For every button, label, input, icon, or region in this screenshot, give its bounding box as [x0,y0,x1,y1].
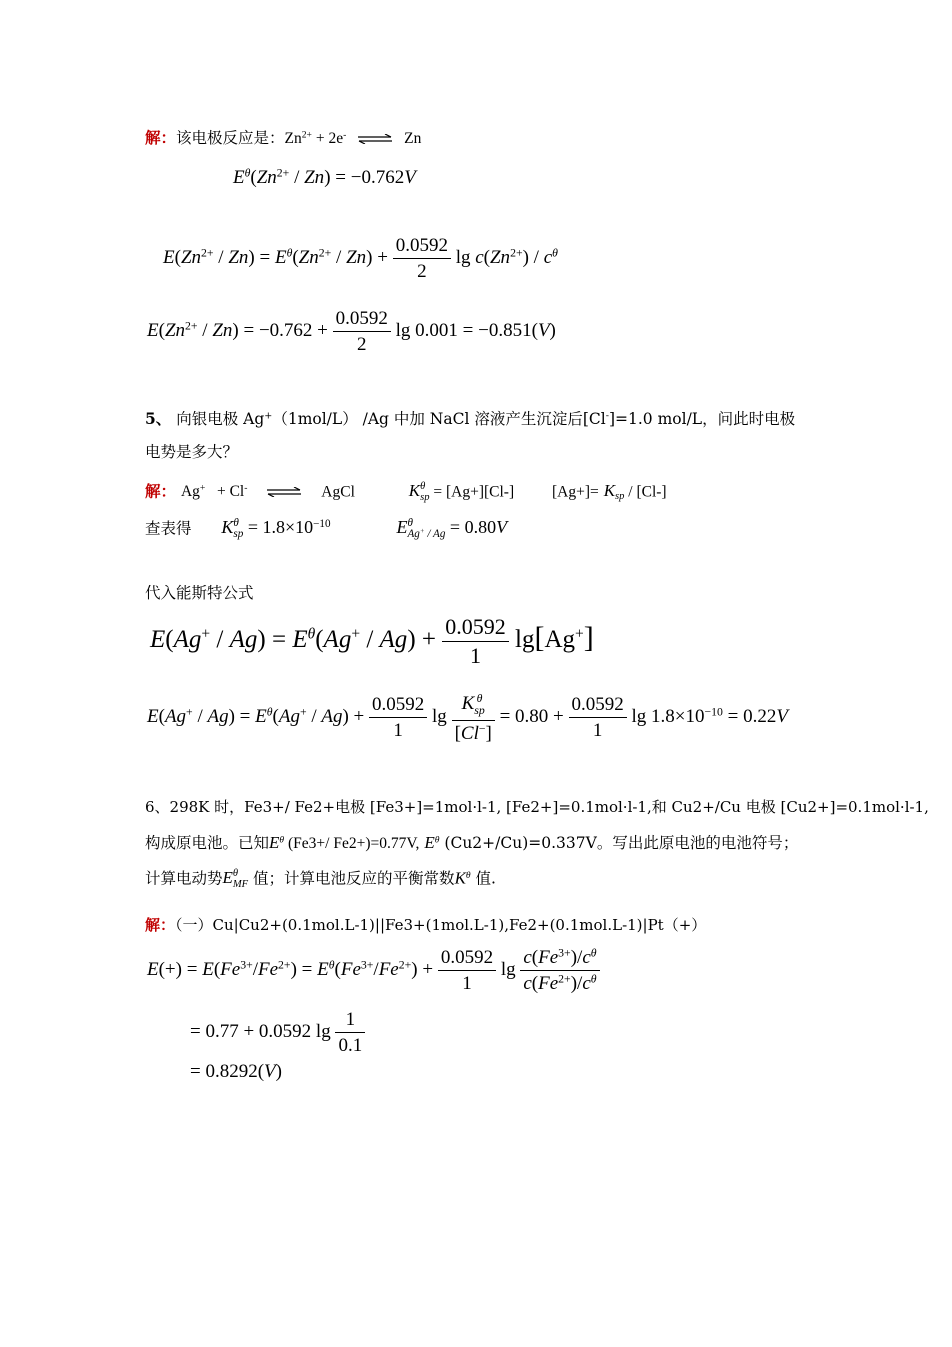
calc-result: lg 0.001 = −0.851( [395,319,538,341]
q6-step1-fraction: $\frac{1}{0.1}$ [335,1010,365,1055]
q6-result: = 0.8292( [190,1061,265,1082]
ex4-solution-line [145,130,421,147]
reaction-right: Zn [404,130,422,147]
ex4-std-potential: $E^\theta(Zn^{2+} / Zn) = -0.762V$ [233,166,416,188]
reaction-intro: 该电极反应是： [176,129,285,147]
solution-label: 解： [145,128,177,147]
q5-solution-line: 解： Ag+ + Cl- AgCl K θ sp = [Ag+][Cl-] $[Ag+]= K_{sp} / [Cl-]$ [145,481,667,503]
q6-solution-line [145,918,706,933]
q5-question-line1: 5、 向银电极 Ag+（1mol/L） /Ag 中加 NaCl 溶液产生沉淀后[Cl-]=1.0 mol/L，问此时电极 [145,409,796,428]
ag-expression: [Ag+]= [552,483,599,501]
final-result: = 0.22 [722,706,777,728]
solution-label: 解： [145,916,176,934]
nernst-big-fraction: $\frac{0.0592}{1}$ [442,616,509,667]
ksp-value: = 1.8×10 [243,517,314,538]
lookup-label: 查表得 [145,519,192,538]
q5-final-calc: $E(Ag^+ / Ag) = E^\theta(Ag^+ / Ag)$ + $\frac{0.0592}{1}$ lg K θ sp [Cl−] = 0.80 + $\frac{0.0592}{1}$ $\lg 1.8\times 10^{-10} = 0.22V$ [147,692,788,744]
q6-question-line1: 6、298K 时，Fe3+/ Fe2+电极 [Fe3+]=1mol·l-1, [Fe2+]=0.1mol·l-1,和 Cu2+/Cu 电极 [Cu2+]=0.1mol·l-1, [145,798,929,816]
reaction-electrons: + 2e [311,130,344,147]
q6-question-line2: 构成原电池。已知$E^\theta$ (Fe3+/ Fe2+)=0.77V, $E^\theta$ (Cu2+/Cu)=0.337V。写出此原电池的电池符号； [145,833,799,852]
calc-start: −0.762 + [258,319,328,341]
ex4-nernst-equation: $E(Zn^{2+} / Zn) = E^\theta(Zn^{2+} / Zn)$ + $\frac{0.0592}{2}$ $\lg c(Zn^{2+}) / c^\theta$ [163,235,558,282]
std-potential-value: −0.762 [350,167,405,188]
q5-nernst-big: $E(Ag^+ / Ag) = E^\theta(Ag^+ / Ag)$ + $\frac{0.0592}{1}$ lg[Ag+] [150,614,594,668]
equilibrium-arrows-icon [266,487,302,497]
electron-charge: - [343,129,347,141]
ksp-expression: = [Ag+][Cl-] [429,483,515,501]
e0-value: = 0.80 [445,517,497,538]
q5-lookup-line: 查表得 K θ sp = $1.8\times 10^{-10}$ E θ Ag+ / Ag = 0.80V [145,517,508,541]
calc-fraction: $\frac{0.0592}{2}$ [333,309,391,354]
q5-question-line2: 电势是多大？ [145,443,239,461]
reaction-left-charge: 2+ [301,129,312,141]
q6-coef-fraction: $\frac{0.0592}{1}$ [438,948,496,993]
nernst-label: 代入能斯特公式 [145,584,254,602]
q6-step2: = 0.8292(V) [190,1061,282,1082]
equilibrium-arrows-icon [357,134,393,144]
nernst-fraction: $\frac{0.0592}{2}$ [393,236,451,281]
q6-step1: = 0.77 + 0.0592 lg $\frac{1}{0.1}$ [190,1010,365,1055]
ksp-cl-fraction: K θ sp [Cl−] [452,693,495,743]
q6-conc-fraction: $\frac{c(Fe^{3+})/c^\theta}{c(Fe^{2+})/c^\theta}$ [520,948,599,993]
q6-question-line3: 计算电动势E θ MF 值；计算电池反应的平衡常数$K^\theta$ 值. [145,868,496,890]
reaction-left: Zn [284,130,302,147]
final-coef-fraction-2: $\frac{0.0592}{1}$ [569,695,627,740]
final-coef-fraction: $\frac{0.0592}{1}$ [369,695,427,740]
solution-label: 解： [145,481,177,501]
q6-nernst-equation: $E(+) = E(Fe^{3+}/Fe^{2+}) = E^\theta(Fe^{3+}/Fe^{2+})$ + $\frac{0.0592}{1}$ lg $\frac{c(Fe^{3+})/c^\theta}{c(Fe^{2+})/c^\theta}$ [147,948,600,993]
cell-notation: （一）Cu|Cu2+(0.1mol.L-1)||Fe3+(1mol.L-1),Fe2+(0.1mol.L-1)|Pt（+） [175,916,707,934]
question-number: 5、 [145,409,172,428]
ex4-calculation: $E(Zn^{2+} / Zn) = -0.762$ + $\frac{0.0592}{2}$ lg 0.001 = −0.851(V) [147,308,556,355]
